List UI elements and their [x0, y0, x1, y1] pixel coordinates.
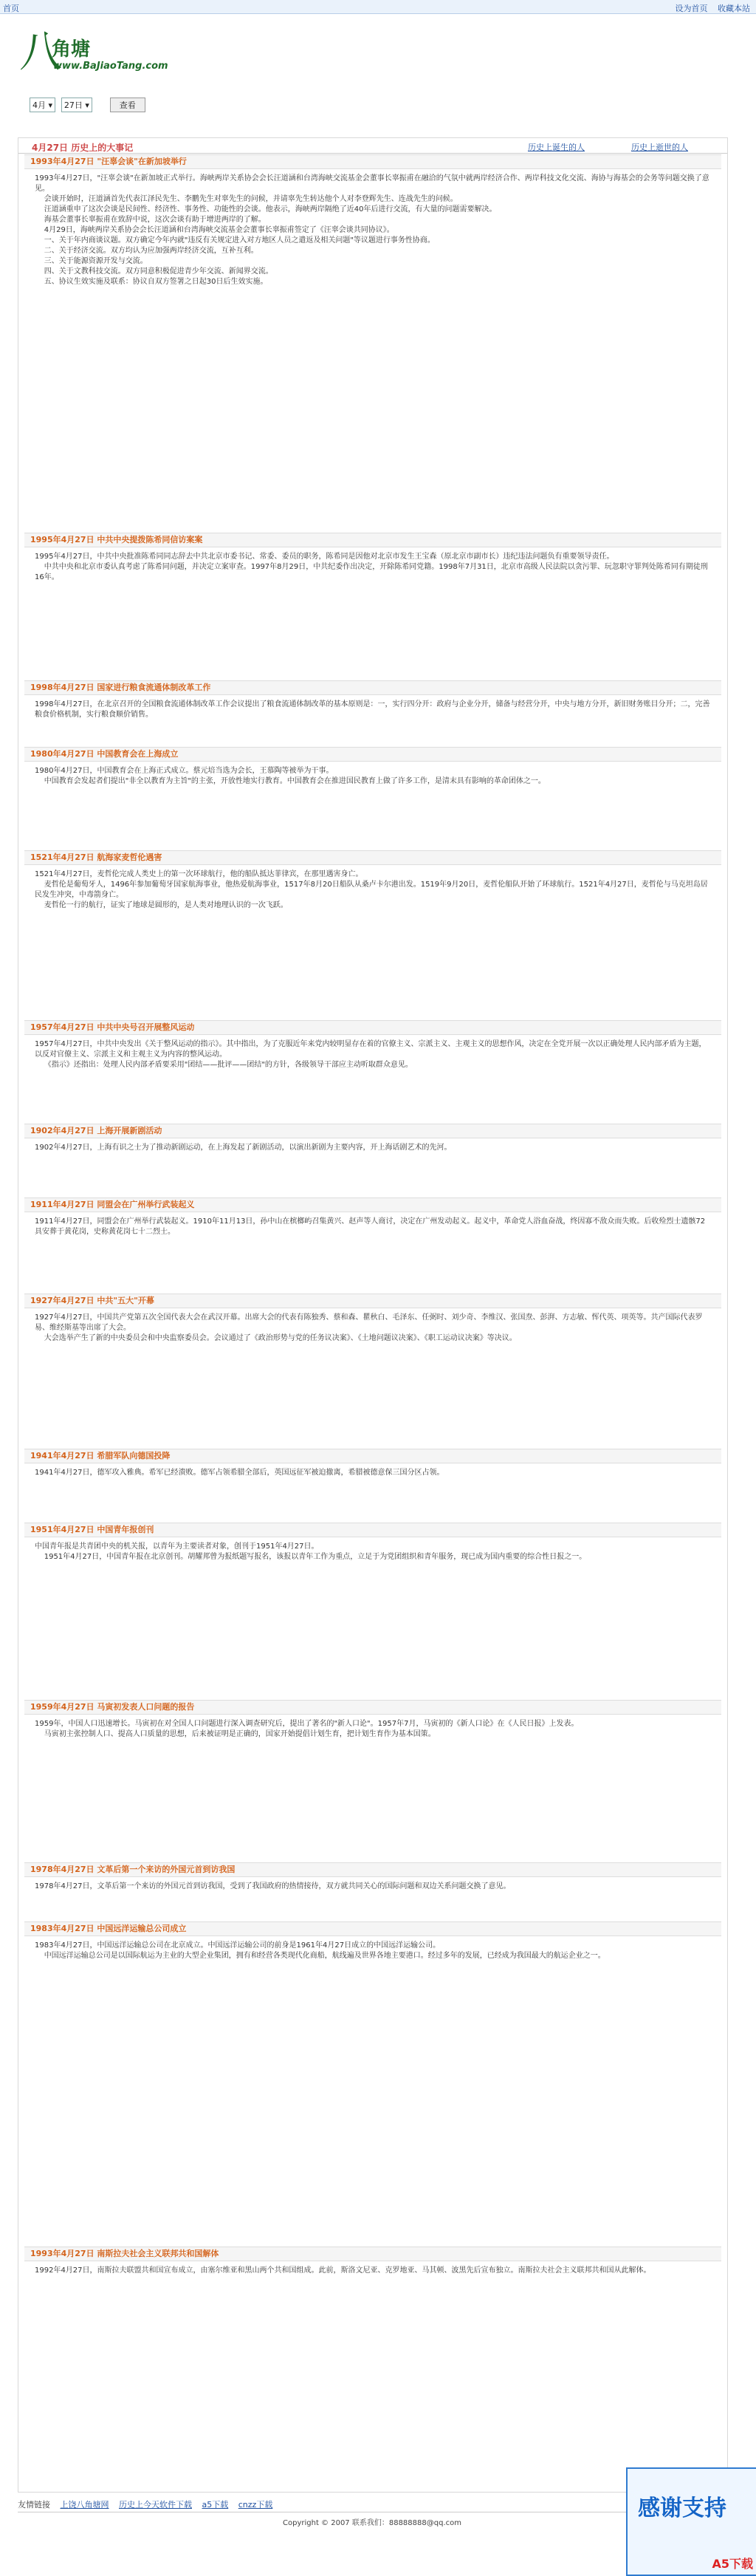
event-section [24, 1020, 721, 1128]
event-section [24, 154, 721, 536]
event-heading[interactable]: 1995年4月27日 中共中央提拨陈希同信访案案 [24, 533, 721, 547]
friend-link[interactable]: cnzz下载 [238, 2500, 273, 2510]
event-body: 1983年4月27日，中国远洋运输总公司在北京成立。中国远洋运输公司的前身是1961年4月27日成立的中国远洋运输公司。 中国远洋运输总公司是以国际航运为主业的大型企业集团，拥有和经营各类现代化商船，航线遍及世界各地主要港口。经过多年的发展，已经成为我国最大的航运企业之一。 [35, 1941, 605, 1960]
event-heading[interactable]: 1959年4月27日 马寅初发表人口问题的报告 [24, 1700, 721, 1715]
logo-url: www.BaJiaoTang.com [53, 61, 168, 72]
event-heading[interactable]: 1978年4月27日 文革后第一个来访的外国元首到访我国 [24, 1862, 721, 1877]
site-logo[interactable] [19, 28, 196, 87]
friend-link[interactable]: 历史上今天软件下载 [119, 2500, 192, 2510]
ad-brand: A5下载 [712, 2557, 753, 2571]
footer [18, 2495, 726, 2569]
event-section [24, 1294, 721, 1453]
event-section [24, 1700, 721, 1867]
event-heading[interactable]: 1993年4月27日 "汪辜会谈"在新加坡举行 [24, 154, 721, 169]
event-body: 1980年4月27日，中国教育会在上海正式成立。蔡元培当选为会长，王慕陶等被举为干事。 中国教育会发起者们提出"非全以教育为主旨"的主张，开放性地实行教育。中国教育会在推进国民教育上做了许多工作，是清末具有影响的革命团体之一。 [35, 767, 546, 785]
event-body: 1902年4月27日，上海有识之士为了推动新剧运动，在上海发起了新剧活动，以演出新剧为主要内容，开上海话剧艺术的先河。 [35, 1144, 452, 1152]
set-homepage-link[interactable]: 设为首页 [675, 4, 708, 13]
event-body: 1957年4月27日，中共中央发出《关于整风运动的指示》。其中指出，为了克服近年来党内较明显存在着的官僚主义、宗派主义、主观主义的思想作风，决定在全党开展一次以正确处理人民内部矛盾为主题，以反对官僚主义、宗派主义和主观主义为内容的整风运动。 《指示》还指出：处理人民内部矛盾要采用"团结——批评——团结"的方针，各级领导干部应主动听取群众意见。 [35, 1040, 707, 1069]
event-section [24, 2247, 721, 2362]
copyright: Copyright © 2007 联系我们：88888888@qq.com [283, 2519, 461, 2527]
event-heading[interactable]: 1951年4月27日 中国青年报创刊 [24, 1523, 721, 1537]
event-section [24, 850, 721, 1025]
event-heading[interactable]: 1911年4月27日 同盟会在广州举行武装起义 [24, 1198, 721, 1212]
event-heading[interactable]: 1993年4月27日 南斯拉夫社会主义联邦共和国解体 [24, 2247, 721, 2261]
event-section [24, 1124, 721, 1202]
event-section [24, 1921, 721, 2251]
event-heading[interactable]: 1983年4月27日 中国远洋运输总公司成立 [24, 1921, 721, 1936]
births-link[interactable]: 历史上诞生的人 [528, 143, 585, 152]
event-heading[interactable]: 1998年4月27日 国家进行粮食流通体制改革工作 [24, 680, 721, 695]
event-heading[interactable]: 1902年4月27日 上海开展新剧活动 [24, 1124, 721, 1138]
event-body: 1993年4月27日，"汪辜会谈"在新加坡正式举行。海峡两岸关系协会会长汪道涵和台湾海峡交流基金会董事长辜振甫在融洽的气氛中就两岸经济合作、两岸科技文化交流、海协与海基会的会务等问题交换了意见。 会谈开始时，汪道涵首先代表江泽民先生、李鹏先生对辜先生的问候，并请辜先生转达他个人对李登辉先生、连战先生的问候。 汪道涵重申了这次会谈是民间性、经济性、事务性、功能性的会谈。他表示，海峡两岸隔绝了近40年后进行交流，有大量的问题需要解决。 海基会董事长辜振甫在致辞中说，这次会谈有助于增进两岸的了解。 4月29日，海峡两岸关系协会会长汪道涵和台湾海峡交流基金会董事长辜振甫签定了《汪辜会谈共同协议》。 一、关于年内商谈议题。双方确定今年内就"违反有关规定进入对方地区人员之遣返及相关问题"等议题进行事务性协商。 二、关于经济交流。双方均认为应加强两岸经济交流，互补互利。 三、关于能源资源开发与交流。 四、关于文教科技交流。双方同意积极促进青少年交流、新闻界交流。 五、协议生效实施及联系：协议自双方签署之日起30日后生效实施。 [35, 174, 709, 286]
month-value: 4月 [32, 100, 46, 110]
ad-text: 感谢支持 [638, 2495, 726, 2521]
event-heading[interactable]: 1521年4月27日 航海家麦哲伦遇害 [24, 850, 721, 865]
friend-link[interactable]: 上饶八角塘网 [60, 2500, 109, 2510]
event-body: 1521年4月27日，麦哲伦完成人类史上的第一次环球航行，他的船队抵达菲律宾，在那里遇害身亡。 麦哲伦是葡萄牙人，1496年参加葡萄牙国家航海事业，他热爱航海事业，1517年8月20日船队从桑卢卡尔港出发。1519年9月20日，麦哲伦船队开始了环球航行。1521年4月27日，麦哲伦与马克坦岛居民发生冲突，中毒箭身亡。 麦哲伦一行的航行，证实了地球是圆形的，是人类对地理认识的一次飞跃。 [35, 870, 708, 909]
event-heading[interactable]: 1980年4月27日 中国教育会在上海成立 [24, 747, 721, 762]
home-link[interactable]: 首页 [3, 4, 19, 13]
event-section [24, 1523, 721, 1704]
view-button[interactable]: 查看 [110, 98, 145, 112]
event-body: 1911年4月27日，同盟会在广州举行武装起义。1910年11月13日，孙中山在槟榔屿召集黄兴、赵声等人商讨，决定在广州发动起义。起义中，革命党人浴血奋战，终因寡不敌众而失败。后收殓烈士遗骸72具安葬于黄花岗，史称黄花岗七十二烈士。 [35, 1217, 706, 1236]
friend-link[interactable]: a5下载 [202, 2500, 229, 2510]
friend-links-label: 友情链接 [18, 2500, 50, 2510]
main-panel [18, 137, 728, 2493]
event-heading[interactable]: 1927年4月27日 中共"五大"开幕 [24, 1294, 721, 1308]
day-value: 27日 [63, 100, 83, 110]
event-body: 中国青年报是共青团中央的机关报，以青年为主要读者对象，创刊于1951年4月27日。 1951年4月27日，中国青年报在北京创刊。胡耀邦曾为报纸题写报名，该报以青年工作为重点，立足于为党团组织和青年服务，现已成为国内重要的综合性日报之一。 [35, 1542, 587, 1561]
event-body: 1978年4月27日，文革后第一个来访的外国元首到访我国，受到了我国政府的热情接待，双方就共同关心的国际问题和双边关系问题交换了意见。 [35, 1882, 511, 1890]
event-body: 1992年4月27日，南斯拉夫联盟共和国宣布成立，由塞尔维亚和黑山两个共和国组成。此前，斯洛文尼亚、克罗地亚、马其顿、波黑先后宣布独立。南斯拉夫社会主义联邦共和国从此解体。 [35, 2266, 651, 2275]
page-title: 4月27日 历史上的大事记 [32, 143, 134, 153]
event-body: 1995年4月27日，中共中央批准陈希同同志辞去中共北京市委书记、常委、委员的职务，陈希同是因他对北京市发生王宝森（原北京市副市长）违纪违法问题负有重要领导责任。 中共中央和北京市委认真考虑了陈希同问题，并决定立案审查。1997年8月29日，中共纪委作出决定，开除陈希同党籍。1998年7月31日，北京市高级人民法院以贪污罪、玩忽职守罪判处陈希同有期徒刑16年。 [35, 553, 708, 581]
event-heading[interactable]: 1941年4月27日 希腊军队向德国投降 [24, 1449, 721, 1463]
friend-links [18, 2498, 280, 2510]
event-heading[interactable]: 1957年4月27日 中共中央号召开展整风运动 [24, 1020, 721, 1035]
floating-ad[interactable] [626, 2467, 756, 2576]
page-header [18, 138, 727, 154]
event-section [24, 1449, 721, 1527]
date-selector [30, 98, 145, 114]
logo-name: 角塘 [52, 38, 91, 61]
logo-mark-icon: 八 [19, 27, 63, 77]
event-body: 1927年4月27日，中国共产党第五次全国代表大会在武汉开幕。出席大会的代表有陈独秀、蔡和森、瞿秋白、毛泽东、任弼时、刘少奇、李维汉、张国焘、彭湃、方志敏、恽代英、项英等。共产国际代表罗易、维经斯基等出席了大会。 大会选举产生了新的中央委员会和中央监察委员会。会议通过了《政治形势与党的任务议决案》、《土地问题议决案》、《职工运动议决案》等决议。 [35, 1313, 703, 1342]
deaths-link[interactable]: 历史上逝世的人 [631, 143, 688, 152]
event-section [24, 533, 721, 685]
day-select[interactable]: 27日 ▾ [61, 98, 92, 112]
event-body: 1941年4月27日，德军攻入雅典。希军已经溃败。德军占领希腊全部后，英国远征军被迫撤离，希腊被德意保三国分区占领。 [35, 1469, 444, 1477]
top-links [668, 2, 751, 14]
event-section [24, 747, 721, 862]
event-body: 1959年，中国人口迅速增长。马寅初在对全国人口问题进行深入调查研究后，提出了著名的"新人口论"。1957年7月，马寅初的《新人口论》在《人民日报》上发表。 马寅初主张控制人口、提高人口质量的思想，后来被证明是正确的，国家开始提倡计划生育，把计划生育作为基本国策。 [35, 1720, 579, 1738]
top-bar [0, 0, 756, 14]
event-body: 1998年4月27日，在北京召开的全国粮食流通体制改革工作会议提出了粮食流通体制改革的基本原则是：一，实行四分开：政府与企业分开，储备与经营分开，中央与地方分开，新旧财务账目分开；二，完善粮食价格机制，实行粮食顺价销售。 [35, 700, 710, 719]
event-section [24, 1198, 721, 1298]
bookmark-link[interactable]: 收藏本站 [718, 4, 750, 13]
month-select[interactable]: 4月 ▾ [30, 98, 55, 112]
